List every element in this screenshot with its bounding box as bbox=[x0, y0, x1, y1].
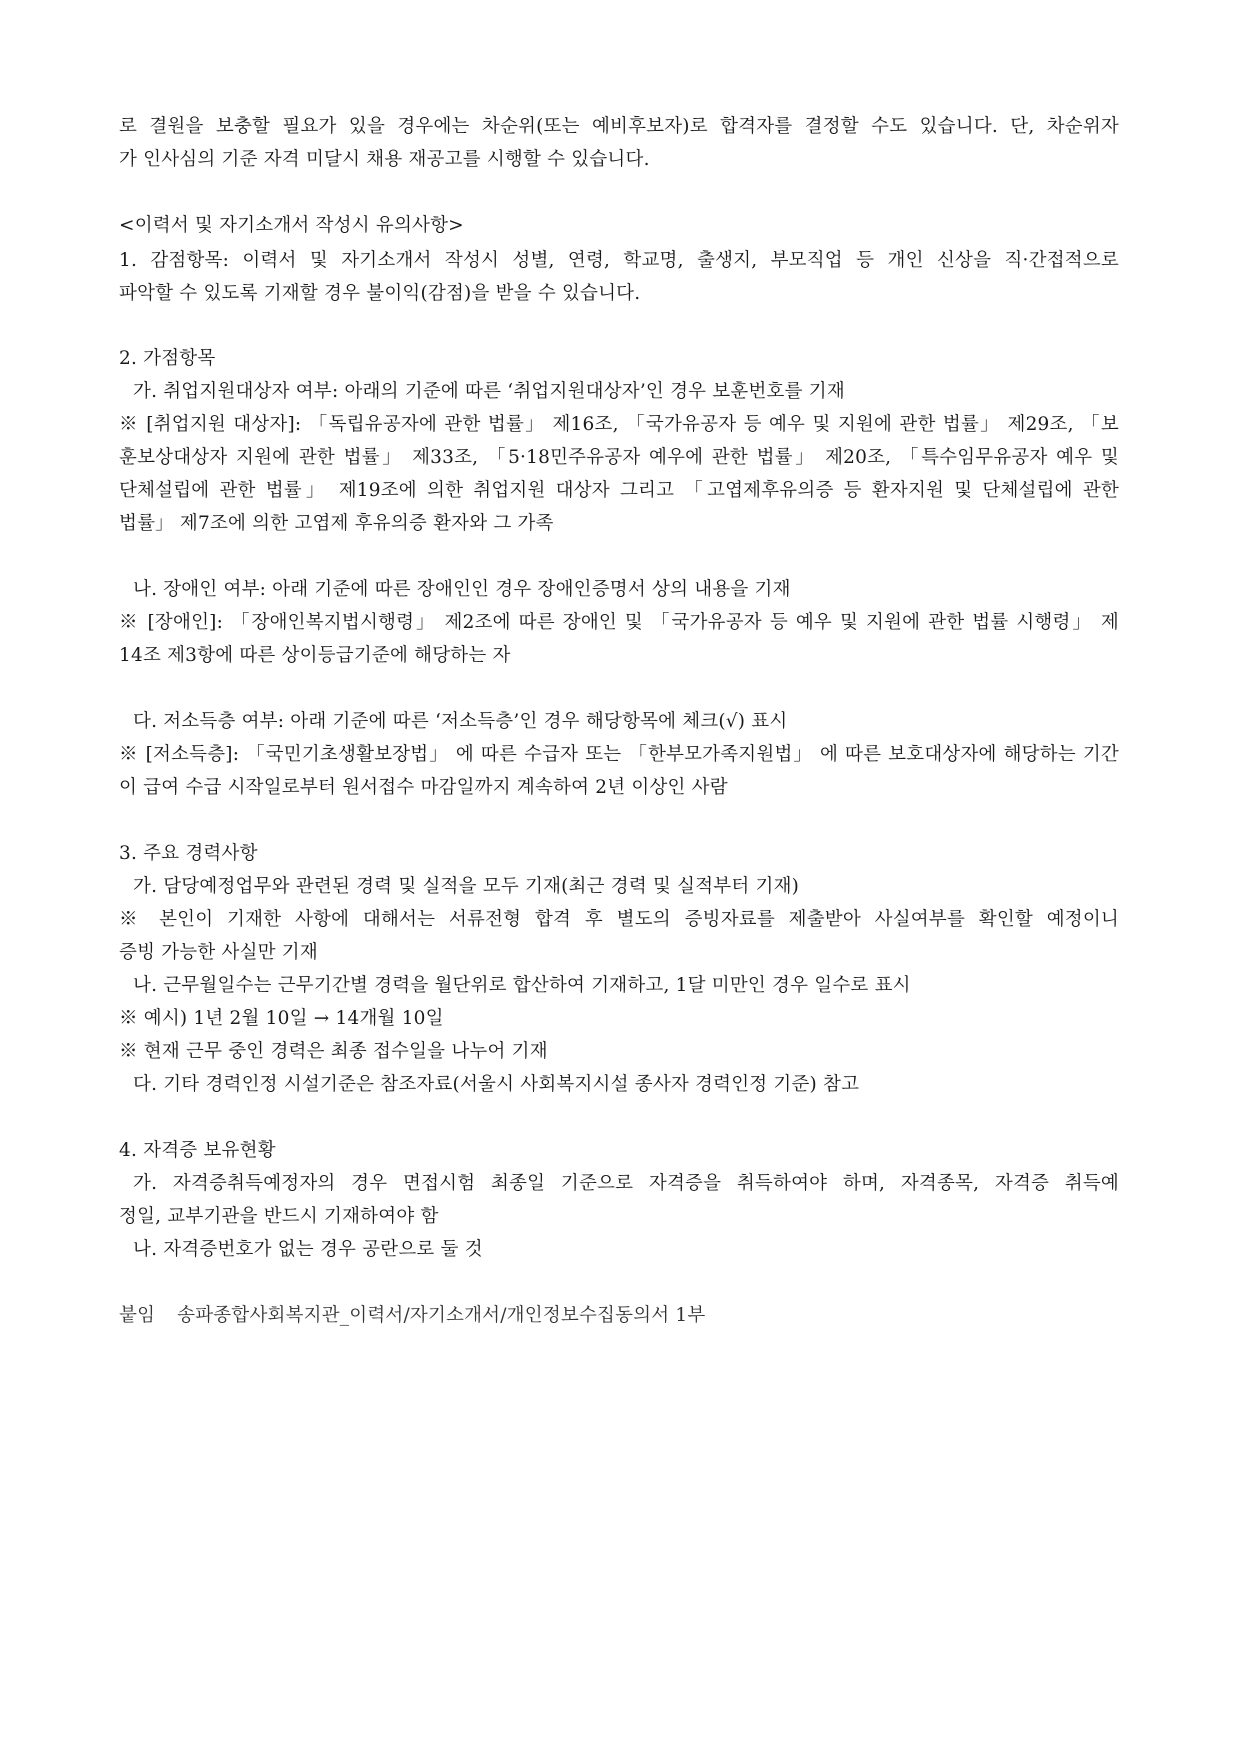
section2-a-note-line: 법률」 제7조에 의한 고엽제 후유의증 환자와 그 가족 bbox=[119, 513, 554, 534]
section2-b-note-line: ※ [장애인]: 「장애인복지법시행령」 제2조에 따른 장애인 및 「국가유공자 등 예우 및 지원에 관한 법률 시행령」 제 bbox=[119, 612, 1119, 633]
section2-c-title: 다. 저소득층 여부: 아래 기준에 따른 ‘저소득층’인 경우 해당항목에 체크(√) 표시 bbox=[133, 711, 788, 732]
section4-title: 4. 자격증 보유현황 bbox=[119, 1140, 276, 1161]
section2-a-note-line: 훈보상대상자 지원에 관한 법률」 제33조, 「5·18민주유공자 예우에 관한 법률」 제20조, 「특수임무유공자 예우 및 bbox=[119, 447, 1119, 468]
section4-a-line: 가. 자격증취득예정자의 경우 면접시험 최종일 기준으로 자격증을 취득하여야 하며, 자격종목, 자격증 취득예 bbox=[133, 1173, 1119, 1194]
section2-a-note-line: ※ [취업지원 대상자]: 「독립유공자에 관한 법률」 제16조, 「국가유공자 등 예우 및 지원에 관한 법률」 제29조, 「보 bbox=[119, 414, 1119, 435]
section4-b: 나. 자격증번호가 없는 경우 공란으로 둘 것 bbox=[133, 1239, 483, 1260]
section3-b: 나. 근무월일수는 근무기간별 경력을 월단위로 합산하여 기재하고, 1달 미만인 경우 일수로 표시 bbox=[133, 975, 911, 996]
section1-line-2: 파악할 수 있도록 기재할 경우 불이익(감점)을 받을 수 있습니다. bbox=[119, 283, 641, 304]
section2-a-note-line: 단체설립에 관한 법률」 제19조에 의한 취업지원 대상자 그리고 「고엽제후유의증 등 환자지원 및 단체설립에 관한 bbox=[119, 480, 1119, 501]
section2-b-title: 나. 장애인 여부: 아래 기준에 따른 장애인인 경우 장애인증명서 상의 내용을 기재 bbox=[133, 579, 791, 600]
section3-b-note: ※ 현재 근무 중인 경력은 최종 접수일을 나누어 기재 bbox=[119, 1041, 548, 1062]
section3-a: 가. 담당예정업무와 관련된 경력 및 실적을 모두 기재(최근 경력 및 실적부터 기재) bbox=[133, 876, 800, 897]
section2-b-note-line: 14조 제3항에 따른 상이등급기준에 해당하는 자 bbox=[119, 645, 511, 666]
section2-c-note-line: 이 급여 수급 시작일로부터 원서접수 마감일까지 계속하여 2년 이상인 사람 bbox=[119, 777, 728, 798]
section3-title: 3. 주요 경력사항 bbox=[119, 843, 258, 864]
section2-title: 2. 가점항목 bbox=[119, 348, 216, 369]
section2-a-title: 가. 취업지원대상자 여부: 아래의 기준에 따른 ‘취업지원대상자’인 경우 보훈번호를 기재 bbox=[133, 381, 845, 402]
section3-c: 다. 기타 경력인정 시설기준은 참조자료(서울시 사회복지시설 종사자 경력인정 기준) 참고 bbox=[133, 1074, 860, 1095]
attachment-text: 송파종합사회복지관_이력서/자기소개서/개인정보수집동의서 1부 bbox=[177, 1305, 706, 1326]
section4-a-line: 정일, 교부기관을 반드시 기재하여야 함 bbox=[119, 1206, 439, 1227]
attachment bbox=[119, 1307, 705, 1326]
section3-a-note-line: ※ 본인이 기재한 사항에 대해서는 서류전형 합격 후 별도의 증빙자료를 제출받아 사실여부를 확인할 예정이니 bbox=[119, 909, 1119, 930]
intro-line-1: 로 결원을 보충할 필요가 있을 경우에는 차순위(또는 예비후보자)로 합격자를 결정할 수도 있습니다. 단, 차순위자 bbox=[119, 116, 1119, 137]
section3-b-example: ※ 예시) 1년 2월 10일 → 14개월 10일 bbox=[119, 1008, 444, 1029]
section3-a-note-line: 증빙 가능한 사실만 기재 bbox=[119, 942, 318, 963]
section2-c-note-line: ※ [저소득층]: 「국민기초생활보장법」 에 따른 수급자 또는 「한부모가족지원법」 에 따른 보호대상자에 해당하는 기간 bbox=[119, 744, 1119, 765]
intro-line-2: 가 인사심의 기준 자격 미달시 채용 재공고를 시행할 수 있습니다. bbox=[119, 149, 650, 170]
section1-line-1: 1. 감점항목: 이력서 및 자기소개서 작성시 성별, 연령, 학교명, 출생지, 부모직업 등 개인 신상을 직·간접적으로 bbox=[119, 250, 1119, 271]
notes-heading: <이력서 및 자기소개서 작성시 유의사항> bbox=[119, 215, 464, 236]
attachment-label: 붙임 bbox=[119, 1305, 156, 1326]
